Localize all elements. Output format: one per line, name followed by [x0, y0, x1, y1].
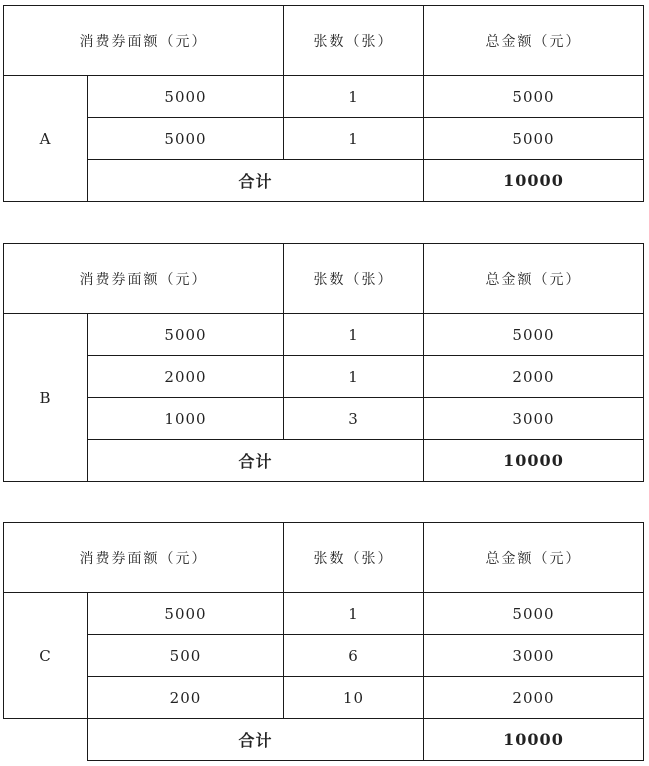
header-total: 总金额（元） [424, 6, 644, 76]
face-value-cell: 5000 [88, 76, 284, 118]
header-count: 张数（张） [284, 523, 424, 593]
table-row [4, 76, 644, 118]
table-row [4, 593, 644, 635]
table-row [4, 635, 644, 677]
header-face-value: 消费券面额（元） [4, 6, 284, 76]
sum-value: 10000 [424, 160, 644, 202]
count-cell: 1 [284, 593, 424, 635]
count-cell: 10 [284, 677, 424, 719]
total-cell: 5000 [424, 593, 644, 635]
total-cell: 5000 [424, 76, 644, 118]
sum-value: 10000 [424, 440, 644, 482]
group-label: B [4, 314, 88, 482]
empty-cell [4, 719, 88, 761]
total-cell: 3000 [424, 398, 644, 440]
group-label: A [4, 76, 88, 202]
total-cell: 5000 [424, 314, 644, 356]
table-row [4, 398, 644, 440]
face-value-cell: 2000 [88, 356, 284, 398]
face-value-cell: 5000 [88, 593, 284, 635]
sum-label: 合计 [88, 160, 424, 202]
sum-label: 合计 [88, 440, 424, 482]
header-total: 总金额（元） [424, 244, 644, 314]
total-cell: 5000 [424, 118, 644, 160]
header-face-value: 消费券面额（元） [4, 244, 284, 314]
header-face-value: 消费券面额（元） [4, 523, 284, 593]
table-row [4, 314, 644, 356]
header-row [4, 244, 644, 314]
header-row [4, 523, 644, 593]
count-cell: 1 [284, 356, 424, 398]
total-cell: 2000 [424, 356, 644, 398]
count-cell: 6 [284, 635, 424, 677]
table-row [4, 677, 644, 719]
count-cell: 1 [284, 314, 424, 356]
face-value-cell: 5000 [88, 118, 284, 160]
sum-row [4, 440, 644, 482]
sum-row [4, 160, 644, 202]
group-label: C [4, 593, 88, 719]
header-total: 总金额（元） [424, 523, 644, 593]
table-row [4, 356, 644, 398]
count-cell: 3 [284, 398, 424, 440]
total-cell: 3000 [424, 635, 644, 677]
header-count: 张数（张） [284, 244, 424, 314]
face-value-cell: 5000 [88, 314, 284, 356]
sum-row [4, 719, 644, 761]
face-value-cell: 1000 [88, 398, 284, 440]
sum-value: 10000 [424, 719, 644, 761]
count-cell: 1 [284, 118, 424, 160]
sum-label: 合计 [88, 719, 424, 761]
table-row [4, 118, 644, 160]
face-value-cell: 500 [88, 635, 284, 677]
count-cell: 1 [284, 76, 424, 118]
voucher-table-c [3, 522, 644, 761]
face-value-cell: 200 [88, 677, 284, 719]
header-count: 张数（张） [284, 6, 424, 76]
total-cell: 2000 [424, 677, 644, 719]
header-row [4, 6, 644, 76]
voucher-table-b [3, 243, 644, 482]
voucher-table-a [3, 5, 644, 202]
